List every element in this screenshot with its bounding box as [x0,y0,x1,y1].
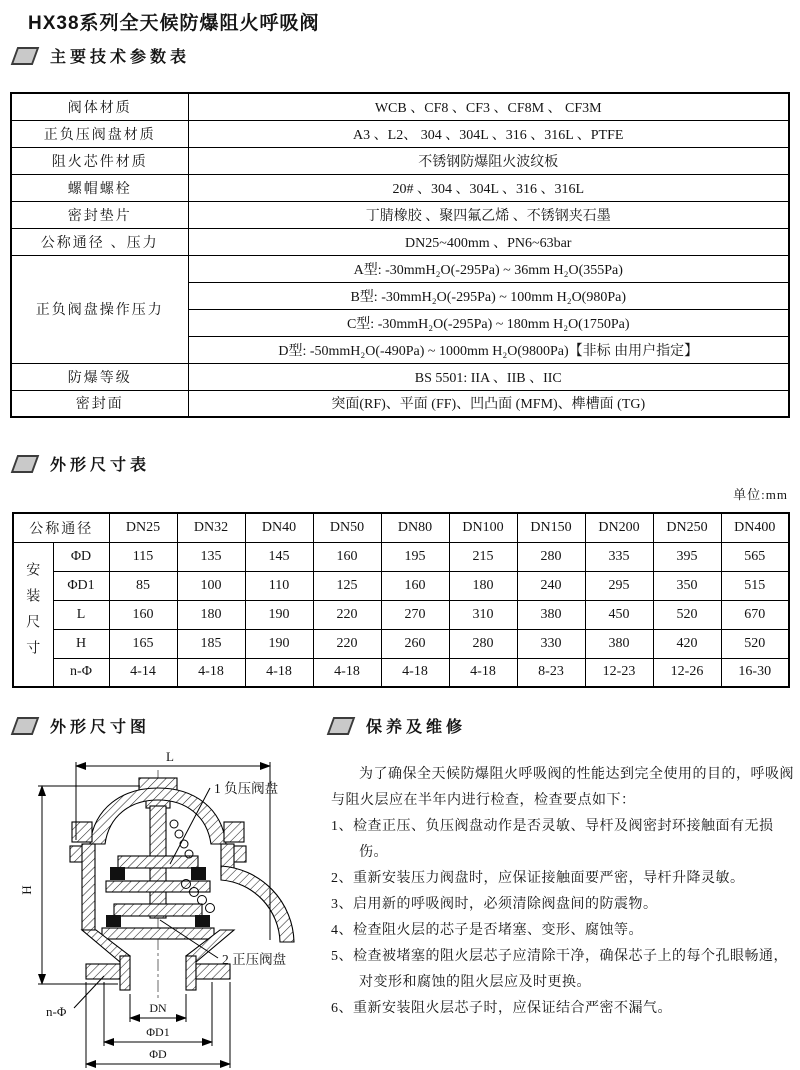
pressure-option-cell: B型: -30mmH₂O(-295Pa) ~ 100mm H₂O(980Pa) [188,282,789,309]
param-value-cell: BS 5501: IIA 、IIB 、IIC [188,363,789,390]
table-row [13,513,789,542]
param-label-cell: 阻火芯件材质 [11,147,188,174]
pressure-option-cell: A型: -30mmH₂O(-295Pa) ~ 36mm H₂O(355Pa) [188,255,789,282]
section-params-heading [14,44,190,67]
column-header-cell: DN40 [245,513,313,542]
value-cell: 145 [245,542,313,571]
dim-dn-label: DN [149,1001,167,1015]
dimension-table [12,512,790,688]
dim-d1-label: ΦD1 [146,1025,170,1039]
group-label-cell: 安装尺寸 [13,542,53,687]
param-label-cell: 密封面 [11,390,188,417]
param-value-cell: A3 、L2、 304 、304L 、316 、316L 、PTFE [188,120,789,147]
value-cell: 125 [313,571,381,600]
value-cell: 12-26 [653,658,721,687]
row-param-cell: H [53,629,109,658]
parallelogram-icon [11,717,40,735]
value-cell: 135 [177,542,245,571]
value-cell: 310 [449,600,517,629]
table-row [13,542,789,571]
value-cell: 380 [517,600,585,629]
value-cell: 330 [517,629,585,658]
value-cell: 295 [585,571,653,600]
value-cell: 350 [653,571,721,600]
dim-d-label: ΦD [149,1047,167,1061]
value-cell: 190 [245,629,313,658]
value-cell: 4-18 [449,658,517,687]
section-dims-heading [14,452,150,475]
maintenance-item: 5、检查被堵塞的阻火层芯子应清除干净，确保芯子上的每个孔眼畅通，对变形和腐蚀的阻火层应及时更换。 [331,949,788,990]
value-cell: 515 [721,571,789,600]
bolt-count-label: n-Φ [46,1004,67,1019]
section-dims-label: 外形尺寸表 [50,457,151,474]
value-cell: 4-18 [245,658,313,687]
table-row [11,390,789,417]
param-label-cell: 螺帽螺栓 [11,174,188,201]
value-cell: 180 [177,600,245,629]
table-row [13,658,789,687]
section-maintenance-label: 保养及维修 [366,719,467,736]
pressure-option-cell: D型: -50mmH₂O(-490Pa) ~ 1000mm H₂O(9800Pa)【非标 由用户指定】 [188,336,789,363]
page-title: HX38系列全天候防爆阻火呼吸阀 [28,13,320,34]
value-cell: 4-18 [177,658,245,687]
column-header-cell: DN100 [449,513,517,542]
value-cell: 4-14 [109,658,177,687]
valve-dimension-drawing [18,748,324,1070]
pressure-label-cell: 正负阀盘操作压力 [11,255,188,363]
column-header-cell: DN200 [585,513,653,542]
param-value-cell: WCB 、CF8 、CF3 、CF8M 、 CF3M [188,93,789,120]
table-row [13,629,789,658]
table-row [13,600,789,629]
column-header-cell: DN32 [177,513,245,542]
parallelogram-icon [11,47,40,65]
dim-height-label: H [19,885,34,895]
value-cell: 395 [653,542,721,571]
column-header-cell: DN400 [721,513,789,542]
section-params-label: 主要技术参数表 [50,49,191,66]
value-cell: 4-18 [313,658,381,687]
column-header-cell: DN250 [653,513,721,542]
param-value-cell: 突面(RF)、平面 (FF)、凹凸面 (MFM)、榫槽面 (TG) [188,390,789,417]
value-cell: 16-30 [721,658,789,687]
column-header-cell: DN80 [381,513,449,542]
maintenance-item: 6、重新安装阻火层芯子时，应保证结合严密不漏气。 [331,1001,672,1016]
value-cell: 4-18 [381,658,449,687]
column-header-cell: DN150 [517,513,585,542]
value-cell: 220 [313,600,381,629]
param-label-cell: 正负压阀盘材质 [11,120,188,147]
value-cell: 185 [177,629,245,658]
maintenance-intro: 为了确保全天候防爆阻火呼吸阀的性能达到完全使用的目的，呼吸阀与阻火层应在半年内进行检查，检查要点如下： [331,767,794,808]
maintenance-item: 4、检查阻火层的芯子是否堵塞、变形、腐蚀等。 [331,923,643,938]
column-header-cell: DN50 [313,513,381,542]
param-label-cell: 阀体材质 [11,93,188,120]
maintenance-item: 2、重新安装压力阀盘时，应保证接触面要严密，导杆升降灵敏。 [331,871,745,886]
maintenance-text [331,762,795,1022]
section-drawing-label: 外形尺寸图 [50,719,151,736]
maintenance-item: 1、检查正压、负压阀盘动作是否灵敏、导杆及阀密封环接触面有无损伤。 [331,819,774,860]
value-cell: 335 [585,542,653,571]
row-param-cell: ΦD1 [53,571,109,600]
value-cell: 160 [381,571,449,600]
parallelogram-icon [327,717,356,735]
value-cell: 165 [109,629,177,658]
pressure-option-cell: C型: -30mmH₂O(-295Pa) ~ 180mm H₂O(1750Pa) [188,309,789,336]
row-param-cell: ΦD [53,542,109,571]
value-cell: 565 [721,542,789,571]
column-header-cell: DN25 [109,513,177,542]
unit-label: 单位:mm [733,487,788,502]
table-row [11,174,789,201]
value-cell: 280 [517,542,585,571]
value-cell: 260 [381,629,449,658]
part2-label: 2 正压阀盘 [222,952,287,967]
parallelogram-icon [11,455,40,473]
value-cell: 12-23 [585,658,653,687]
table-row [11,228,789,255]
params-table [10,92,790,418]
value-cell: 420 [653,629,721,658]
section-maintenance-heading [330,714,466,737]
value-cell: 180 [449,571,517,600]
value-cell: 380 [585,629,653,658]
param-value-cell: DN25~400mm 、PN6~63bar [188,228,789,255]
value-cell: 100 [177,571,245,600]
table-row [11,147,789,174]
part1-label: 1 负压阀盘 [214,781,279,796]
param-label-cell: 防爆等级 [11,363,188,390]
value-cell: 520 [653,600,721,629]
param-value-cell: 20# 、304 、304L 、316 、316L [188,174,789,201]
value-cell: 115 [109,542,177,571]
value-cell: 195 [381,542,449,571]
value-cell: 520 [721,629,789,658]
param-label-cell: 公称通径 、压力 [11,228,188,255]
value-cell: 670 [721,600,789,629]
row-param-cell: L [53,600,109,629]
value-cell: 160 [313,542,381,571]
value-cell: 85 [109,571,177,600]
param-label-cell: 密封垫片 [11,201,188,228]
param-value-cell: 丁腈橡胶 、聚四氟乙烯 、不锈钢夹石墨 [188,201,789,228]
value-cell: 160 [109,600,177,629]
value-cell: 8-23 [517,658,585,687]
table-row [11,255,789,282]
table-row [11,363,789,390]
corner-cell: 公称通径 [13,513,109,542]
table-row [11,93,789,120]
value-cell: 110 [245,571,313,600]
dim-length-label: L [166,749,174,764]
value-cell: 215 [449,542,517,571]
value-cell: 280 [449,629,517,658]
maintenance-item: 3、启用新的呼吸阀时，必须清除阀盘间的防震物。 [331,897,658,912]
row-param-cell: n-Φ [53,658,109,687]
value-cell: 270 [381,600,449,629]
value-cell: 220 [313,629,381,658]
value-cell: 450 [585,600,653,629]
table-row [11,120,789,147]
table-row [11,201,789,228]
value-cell: 240 [517,571,585,600]
section-drawing-heading [14,714,150,737]
table-row [13,571,789,600]
value-cell: 190 [245,600,313,629]
param-value-cell: 不锈钢防爆阻火波纹板 [188,147,789,174]
